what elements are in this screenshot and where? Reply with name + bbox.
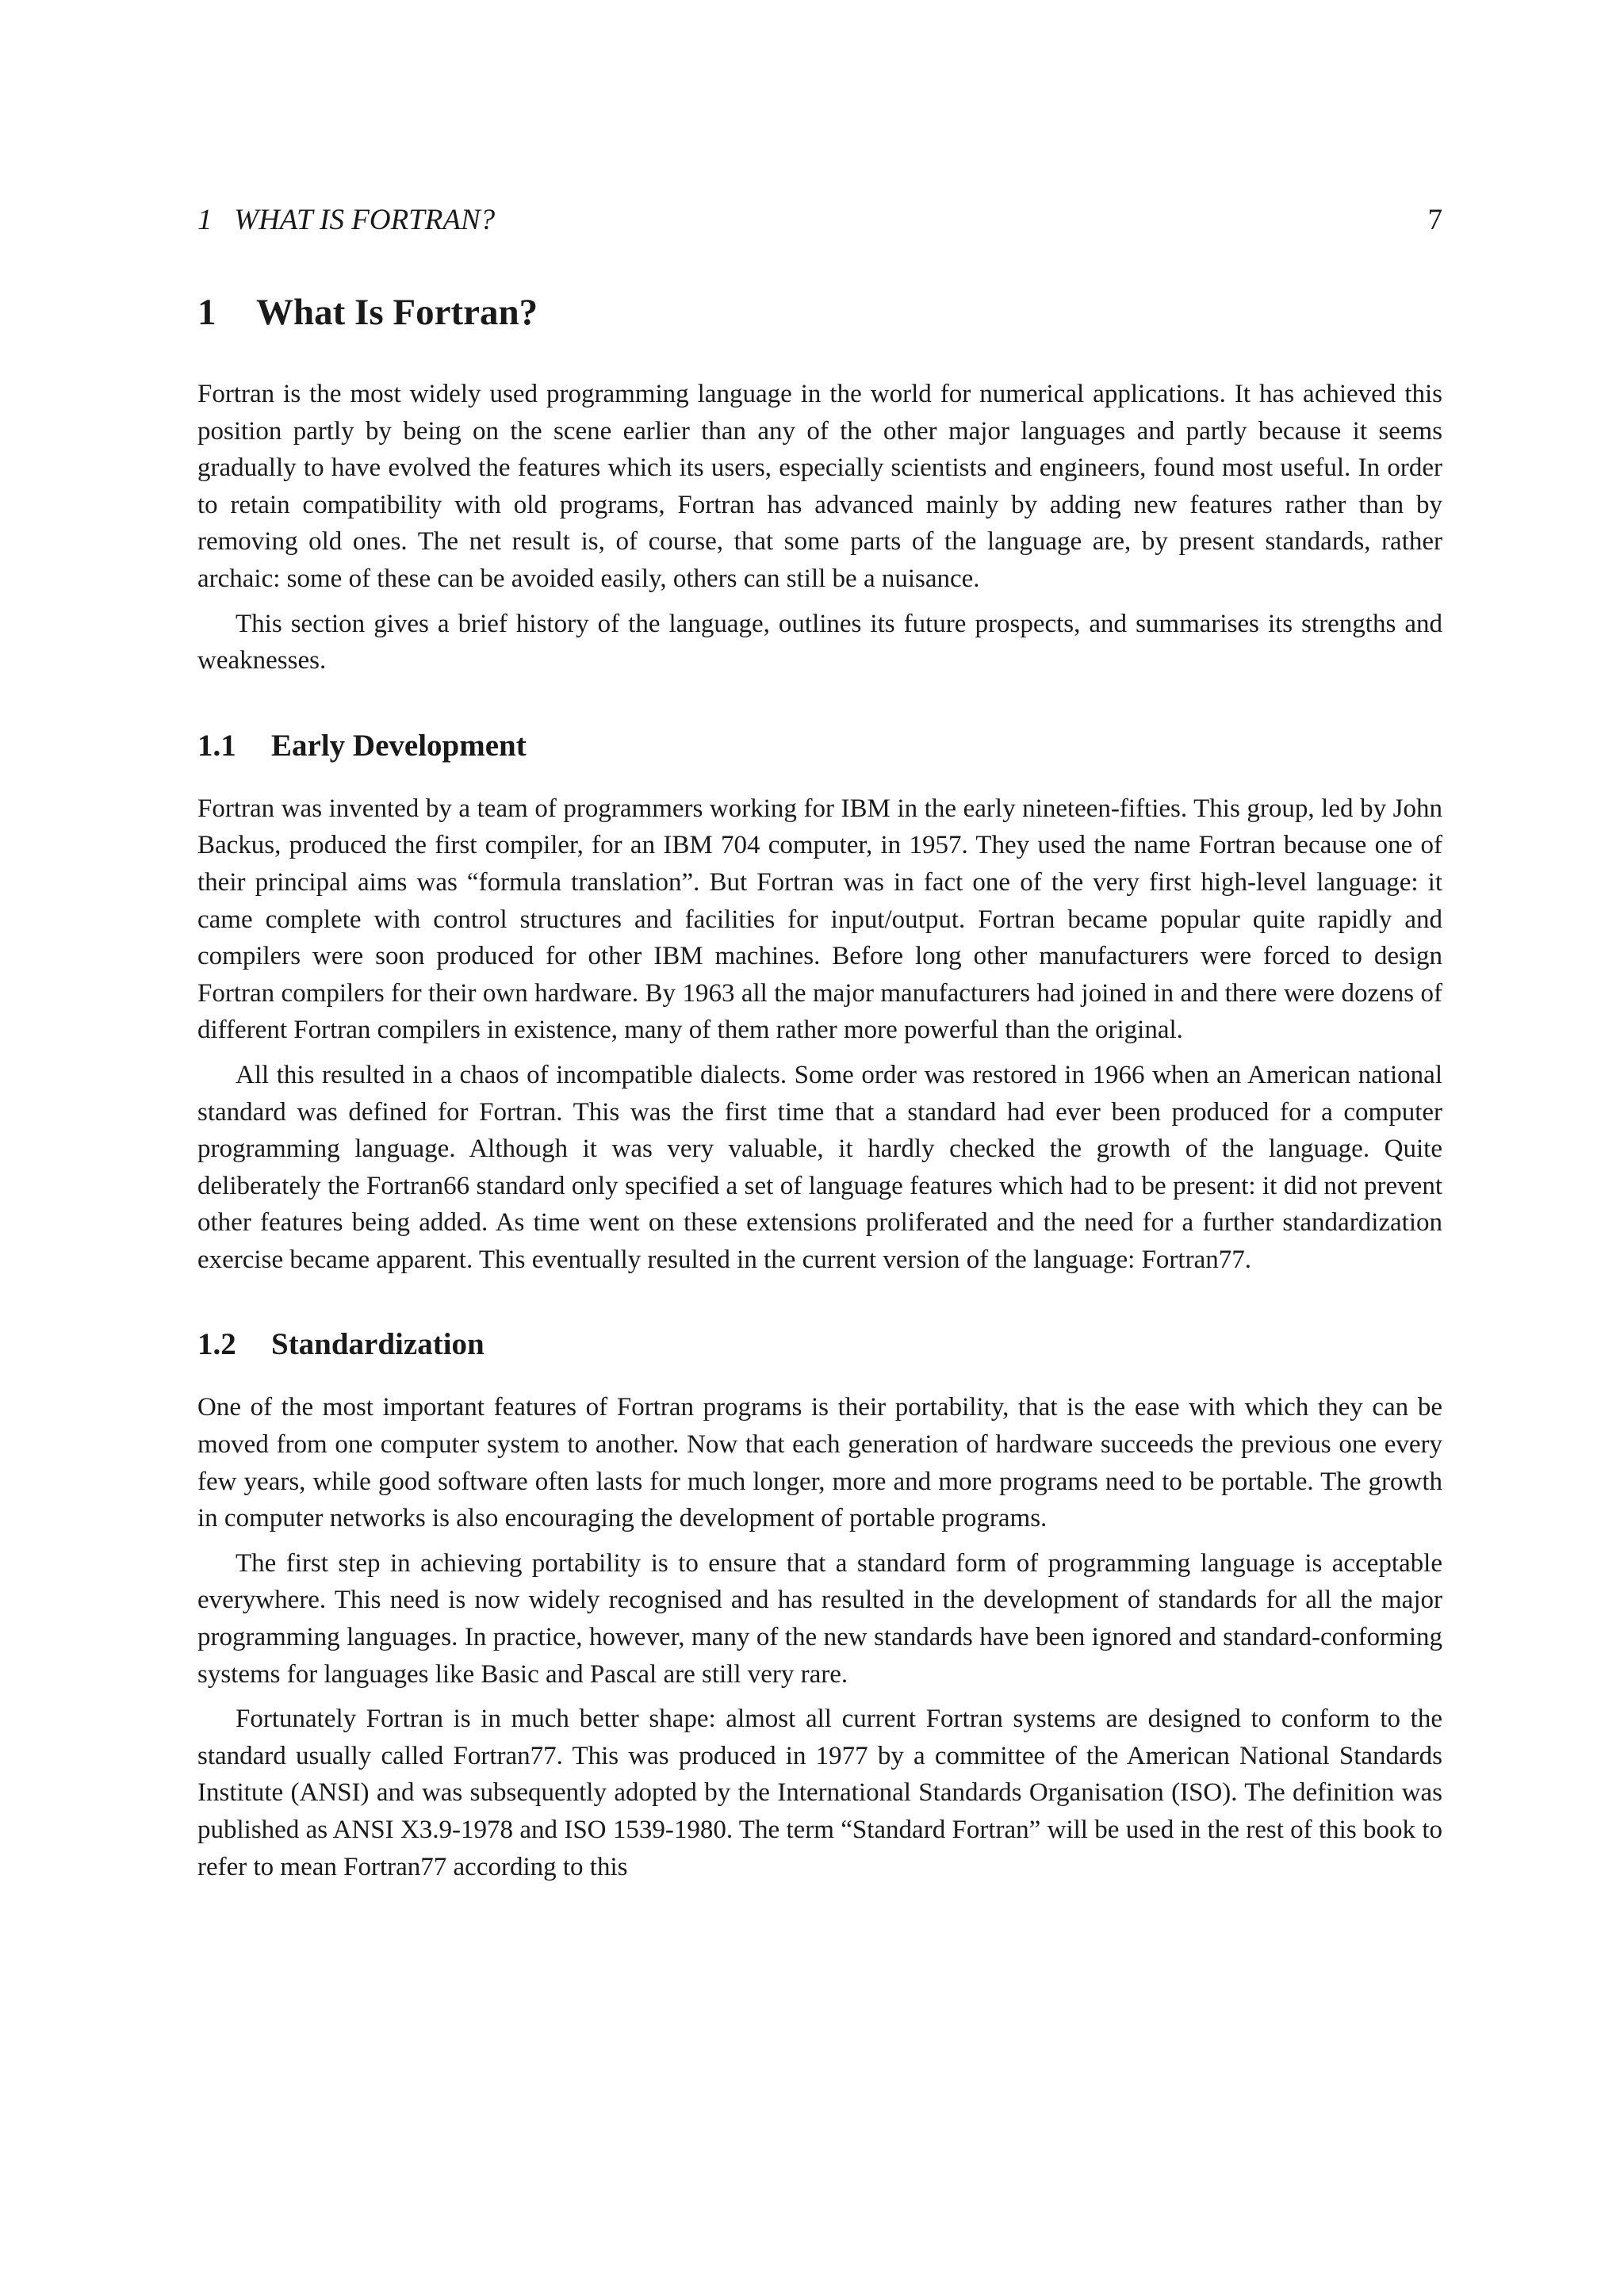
running-header-title xyxy=(197,203,495,238)
section-heading xyxy=(197,1324,1442,1365)
paragraph: Fortran is the most widely used programming language in the world for numerical applications. It has achieved this position partly by being on the scene earlier than any of the other major languages and partly because it seems gradually to have evolved the features which its users, especially scientists and engineers, found most useful. In order to retain compatibility with old programs, Fortran has advanced mainly by adding new features rather than by removing old ones. The net result is, of course, that some parts of the language are, by present standards, rather archaic: some of these can be avoided easily, others can still be a nuisance. xyxy=(197,380,1442,593)
running-header-section-title: WHAT IS FORTRAN? xyxy=(234,204,496,236)
chapter-title: What Is Fortran? xyxy=(256,292,538,333)
section-heading xyxy=(197,725,1442,767)
section-number: 1.2 xyxy=(197,1327,236,1362)
page-content xyxy=(197,287,1442,1885)
chapter-heading xyxy=(197,287,1442,338)
chapter-number: 1 xyxy=(197,292,216,333)
paragraph: Fortunately Fortran is in much better shape: almost all current Fortran systems are designed to conform to the standard usually called Fortran77. This was produced in 1977 by a committee of the American National Standards Institute (ANSI) and was subsequently adopted by the International Standards Organisation (ISO). The definition was published as ANSI X3.9-1978 and ISO 1539-1980. The term “Standard Fortran” will be used in the rest of this book to refer to mean Fortran77 according to this xyxy=(197,1705,1442,1881)
chapter-intro xyxy=(197,376,1442,679)
paragraph: This section gives a brief history of the language, outlines its future prospects, and summarises its strengths and weaknesses. xyxy=(197,609,1442,675)
running-header-section-number: 1 xyxy=(197,204,213,236)
running-header xyxy=(197,203,1442,238)
paragraph: Fortran was invented by a team of programmers working for IBM in the early nineteen-fifties. This group, led by John Backus, produced the first compiler, for an IBM 704 computer, in 1957. They used the name Fortran because one of their principal aims was “formula translation”. But Fortran was in fact one of the very first high-level language: it came complete with control structures and facilities for input/output. Fortran became popular quite rapidly and compilers were soon produced for other IBM machines. Before long other manufacturers were forced to design Fortran compilers for their own hardware. By 1963 all the major manufacturers had joined in and there were dozens of different Fortran compilers in existence, many of them rather more powerful than the original. xyxy=(197,794,1442,1045)
paragraph: The first step in achieving portability is to ensure that a standard form of programming language is acceptable everywhere. This need is now widely recognised and has resulted in the development of standards for all the major programming languages. In practice, however, many of the new standards have been ignored and standard-conforming systems for languages like Basic and Pascal are still very rare. xyxy=(197,1548,1442,1689)
section-standardization xyxy=(197,1324,1442,1885)
section-early-development xyxy=(197,725,1442,1279)
section-number: 1.1 xyxy=(197,728,236,763)
paragraph: All this resulted in a chaos of incompatible dialects. Some order was restored in 1966 when an American national standard was defined for Fortran. This was the first time that a standard had ever been produced for a computer programming language. Although it was very valuable, it hardly checked the growth of the language. Quite deliberately the Fortran66 standard only specified a set of language features which had to be present: it did not prevent other features being added. As time went on these extensions proliferated and the need for a further standardization exercise became apparent. This eventually resulted in the current version of the language: Fortran77. xyxy=(197,1060,1442,1274)
section-title: Standardization xyxy=(271,1327,485,1362)
page-number: 7 xyxy=(1427,204,1442,236)
section-title: Early Development xyxy=(271,728,527,763)
paragraph: One of the most important features of Fortran programs is their portability, that is the ease with which they can be moved from one computer system to another. Now that each generation of hardware succeeds the previous one every few years, while good software often lasts for much longer, more and more programs need to be portable. The growth in computer networks is also encouraging the development of portable programs. xyxy=(197,1393,1442,1533)
